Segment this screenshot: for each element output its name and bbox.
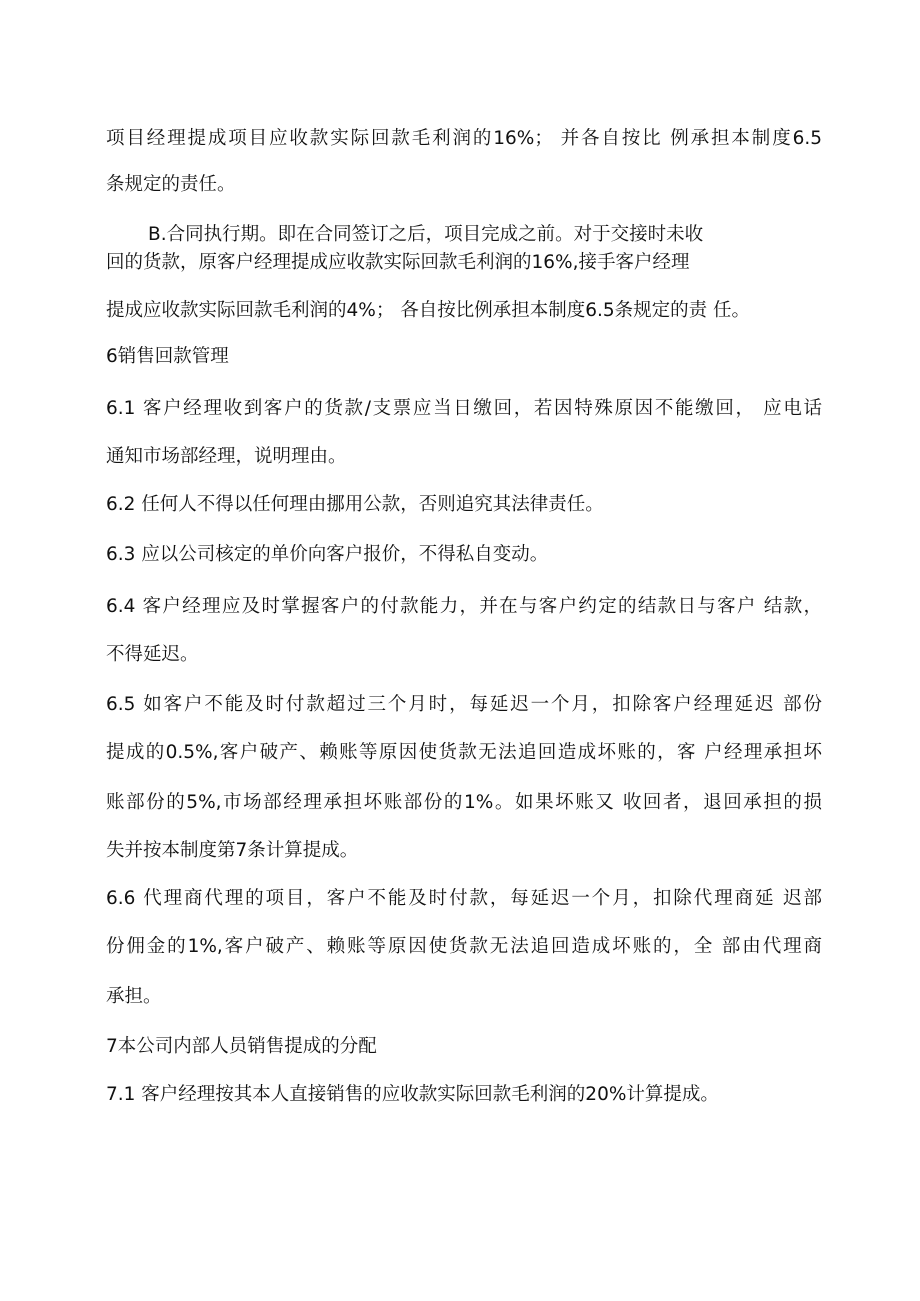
text-line: 账部份的5%,市场部经理承担坏账部份的1%。如果坏账又 收回者，退回承担的损 xyxy=(106,792,822,813)
section-heading: 7本公司内部人员销售提成的分配 xyxy=(106,1036,377,1057)
text-line: 提成应收款实际回款毛利润的4%； 各自按比例承担本制度6.5条规定的责 任。 xyxy=(106,300,751,321)
text-line: 6.1 客户经理收到客户的货款/支票应当日缴回，若因特殊原因不能缴回， 应电话 xyxy=(106,398,822,419)
text-line: 不得延迟。 xyxy=(106,644,199,665)
text-line: 条规定的责任。 xyxy=(106,174,236,195)
text-line: 承担。 xyxy=(106,986,162,1007)
text-line: 6.2 任何人不得以任何理由挪用公款，否则追究其法律责任。 xyxy=(106,494,604,515)
text-line: 失并按本制度第7条计算提成。 xyxy=(106,840,359,861)
text-line: 通知市场部经理，说明理由。 xyxy=(106,446,347,467)
text-line: 项目经理提成项目应收款实际回款毛利润的16%； 并各自按比 例承担本制度6.5 xyxy=(106,128,822,149)
text-line: 7.1 客户经理按其本人直接销售的应收款实际回款毛利润的20%计算提成。 xyxy=(106,1084,719,1105)
text-line: 6.5 如客户不能及时付款超过三个月时，每延迟一个月，扣除客户经理延迟 部份 xyxy=(106,694,822,715)
text-line: 6.3 应以公司核定的单价向客户报价，不得私自变动。 xyxy=(106,544,549,565)
text-line: 提成的0.5%,客户破产、赖账等原因使货款无法追回造成坏账的，客 户经理承担坏 xyxy=(106,742,822,763)
text-line: B.合同执行期。即在合同签订之后，项目完成之前。对于交接时未收 xyxy=(148,224,704,245)
text-line: 回的货款，原客户经理提成应收款实际回款毛利润的16%,接手客户经理 xyxy=(106,252,690,273)
text-line: 6.4 客户经理应及时掌握客户的付款能力，并在与客户约定的结款日与客户 结款， xyxy=(106,596,822,617)
text-line: 份佣金的1%,客户破产、赖账等原因使货款无法追回造成坏账的，全 部由代理商 xyxy=(106,936,822,957)
section-heading: 6销售回款管理 xyxy=(106,346,229,367)
text-line: 6.6 代理商代理的项目，客户不能及时付款，每延迟一个月，扣除代理商延 迟部 xyxy=(106,888,822,909)
